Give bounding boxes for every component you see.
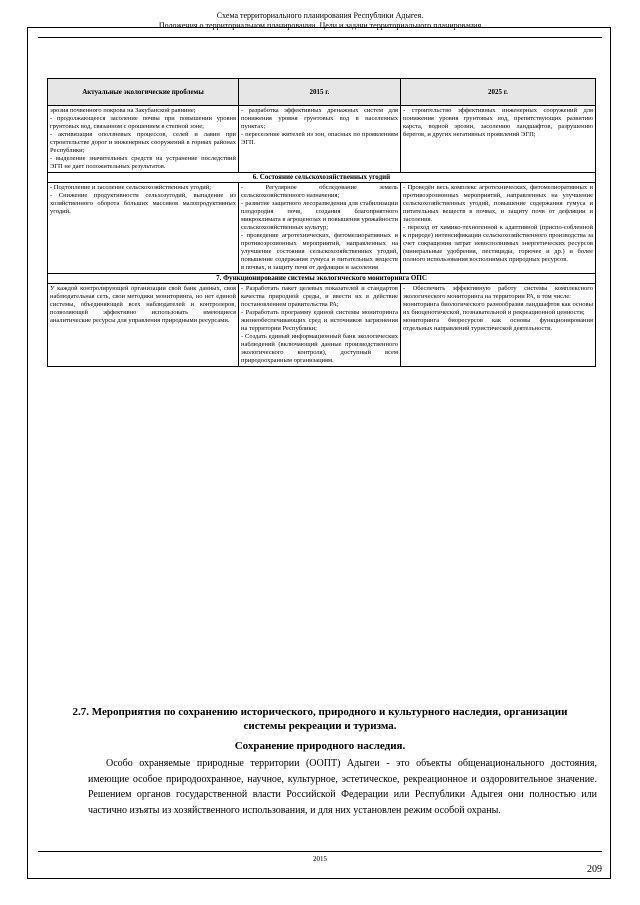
cell-text: У каждой контролирующей организации свой банк данных, своя наблюдательная сеть, свои методики мониторинга, но нет единой системы, объединяющей всех наблюдателей и контролеров, позволяющей эффективно использовать имеющиеся аналитические ресурсы для управления природными ресурсами. xyxy=(50,285,236,324)
table-body xyxy=(48,106,596,367)
table-row xyxy=(48,106,596,173)
table-cell xyxy=(48,106,239,173)
footer-divider xyxy=(38,851,602,852)
table-cell xyxy=(48,183,239,274)
goals-table xyxy=(47,78,596,367)
column-header: 2015 г. xyxy=(239,79,401,106)
cell-text: - строительство эффективных инженерных сооружений для понижения уровня грунтовых вод, препятствующих развитию карста, водной эрозии, засолению ландшафтов, разрушению берегов, и других негативных проявлений ЭГП; xyxy=(403,107,593,138)
footer-year: 2015 xyxy=(313,855,327,863)
table-cell xyxy=(401,284,596,367)
table-header-row xyxy=(48,79,596,106)
cell-text: - разработка эффективных дренажных систем для понижения уровня грунтовых вод в населенных пунктах; xyxy=(241,107,398,130)
cell-text: - Снижение продуктивности сельхозугодий, выпадение из хозяйственного оборота больших массивов малопродуктивных угодий. xyxy=(50,192,236,215)
table-section-row xyxy=(48,173,596,183)
cell-text: - Разработать пакет целевых показателей и стандартов качества природной среды, и ввести их в действие постановлением правительства РА; xyxy=(241,285,398,308)
cell-text: - Обеспечить эффективную работу системы комплексного экологического мониторинга на территории РА, в том числе: xyxy=(403,285,593,300)
column-header: Актуальные экологические проблемы xyxy=(48,79,239,106)
cell-text: - переселение жителей из зон, опасных по проявлениям ЭГП. xyxy=(241,131,398,146)
table-cell xyxy=(48,284,239,367)
cell-text: - переход от химико-техногенной к адаптивной (приспо-собленной к природе) интенсификации сельскохозяйственного производства за счет сокращения затрат невосполнимых энергетических ресурсов (минеральные удобрения, пестициды, горючее и др.) и более полного использования восполнимых природных ресурсов. xyxy=(403,224,593,263)
table-section-title: 7. Функционирование системы экологического мониторинга ОПС xyxy=(48,274,596,284)
cell-text: эрозия почвенного покрова на Закубанской равнине; xyxy=(50,107,196,114)
cell-text: - Создать единый информационный банк экологических наблюдений (включающий данные производственного экологического контроля), доступный всем природоохранным организациям. xyxy=(241,333,398,364)
table-row xyxy=(48,284,596,367)
page-header xyxy=(0,11,640,31)
column-header: 2025 г. xyxy=(401,79,596,106)
cell-text: - развитие защитного лесоразведения для стабилизации плодородия почв, создания благоприятного микроклимата в агроценозах и повышения урожайности сельскохозяйственных культур; xyxy=(241,200,398,231)
cell-text: - Подтопление и засоление сельскохозяйственных угодий; xyxy=(50,184,212,191)
table-cell xyxy=(239,284,401,367)
cell-text: - выделение значительных средств на устранение последствий ЭГП не дает положительных результатов. xyxy=(50,155,236,170)
table-cell xyxy=(239,183,401,274)
cell-text: - проведение агротехнических, фитомелиоративных и противоэрозионных мероприятий, направленных на улучшение состояния сельскохозяйственных угодий, повышение содержания гумуса и питательных веществ в почвах, и защиту почв от дефляции и засоления xyxy=(241,232,398,271)
cell-text: - активизация оползневых процессов, селей и лавин при строительстве дорог и инженерных сооружений в горных районах Республики; xyxy=(50,131,236,154)
subsection-heading: Сохранение природного наследия. xyxy=(234,740,406,752)
table-cell xyxy=(401,183,596,274)
table-row xyxy=(48,183,596,274)
body-paragraph: Особо охраняемые природные территории (ООПТ) Адыгеи - это объекты общенационального достояния, имеющие особое природоохранное, научное, культурное, эстетическое, рекреационное и оздоровительное значение. Решением органов государственной власти Российской Федерации или Республики Адыгея они полностью или частично изъяты из хозяйственного использования, и для них установлен режим особой охраны. xyxy=(88,758,597,816)
cell-text: мониторинга биологического разнообразия ландшафтов как основы их биоценотической, познавательной и рекреационной ценности; xyxy=(403,301,593,316)
header-subtitle: Положения о территориальном планировании. Цели и задачи территориального планирования xyxy=(158,21,482,30)
section-heading: 2.7. Мероприятия по сохранению исторического, природного и культурного наследия, организации системы рекреации и туризма. xyxy=(72,706,568,732)
cell-text: - Проведён весь комплекс агротехнических, фитомелиоративных и противоэрозионных мероприятий, направленных на улучшение сельскохозяйственных угодий, повышение содержания гумуса и питательных веществ в почвах, и защиту почв от дефляции и засоления. xyxy=(403,184,593,223)
header-title: Схема территориального планирования Республики Адыгея. xyxy=(216,11,424,20)
page-number: 209 xyxy=(587,864,602,875)
cell-text: мониторинга биоресурсов как основы функционирования отдельных направлений туристической деятельности. xyxy=(403,317,593,332)
table-section-title: 6. Состояние сельскохозяйственных угодий xyxy=(48,173,596,183)
table-cell xyxy=(401,106,596,173)
table-cell xyxy=(239,106,401,173)
cell-text: - Разработать программу единой системы мониторинга жизнеобеспечивающих сред и источников загрязнения на территории Республики; xyxy=(241,309,398,332)
table-section-row xyxy=(48,274,596,284)
cell-text: - продолжающееся засоление почвы при повышении уровня грунтовых вод, связанном с орошением в степной зоне; xyxy=(50,115,236,130)
cell-text: - Регулярное обследование земель сельскохозяйственного назначения; xyxy=(241,184,398,199)
header-divider xyxy=(38,37,602,38)
